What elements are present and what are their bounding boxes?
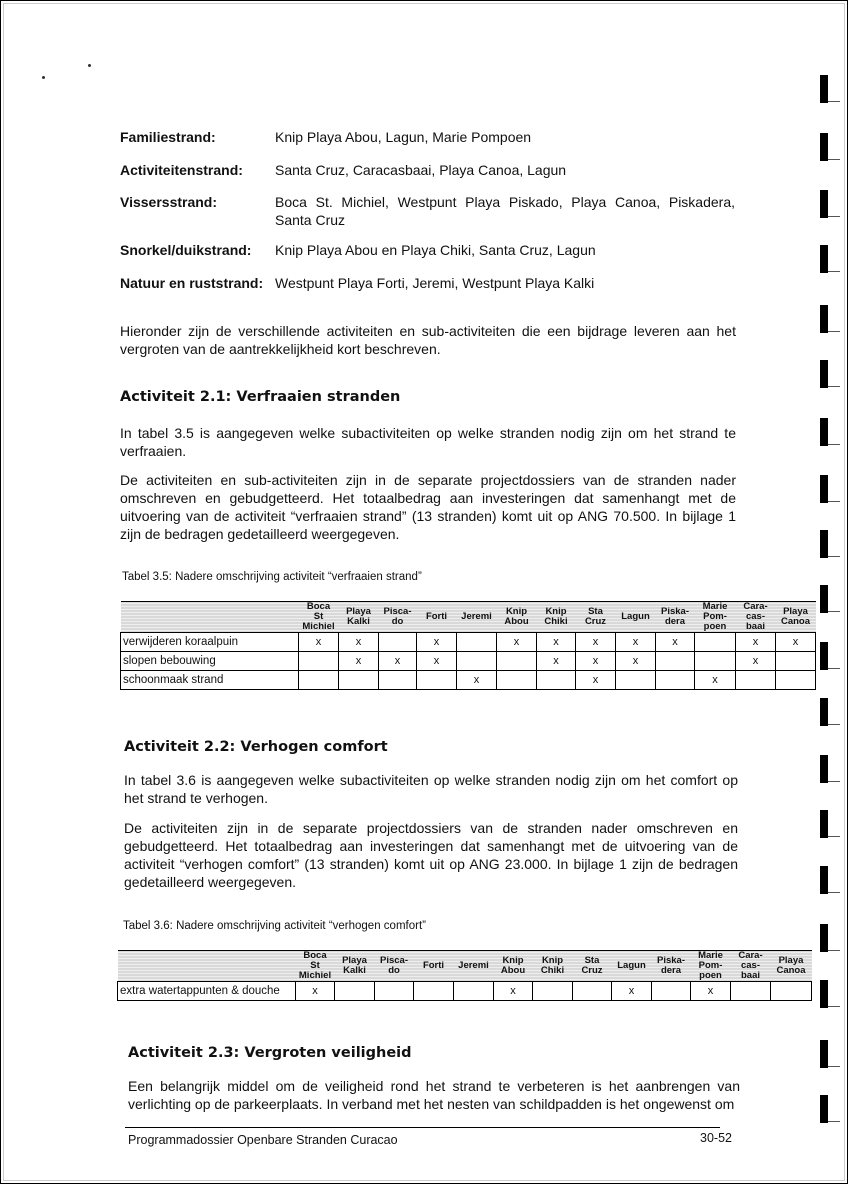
column-header-line: Michiel — [302, 621, 335, 632]
section-heading: Activiteit 2.3: Vergroten veiligheid — [128, 1045, 412, 1061]
binding-tick — [828, 159, 840, 160]
binding-tick — [828, 781, 840, 782]
section-heading: Activiteit 2.1: Verfraaien stranden — [120, 389, 401, 405]
table-cell: x — [691, 982, 731, 1001]
column-header — [656, 602, 695, 633]
table-cell: x — [537, 652, 576, 671]
column-header-line: do — [388, 965, 400, 976]
column-header-line: Boca — [306, 601, 331, 612]
column-header-line: Jeremi — [458, 960, 489, 971]
binding-tick — [828, 950, 840, 951]
binding-tick — [828, 1006, 840, 1007]
column-header — [454, 951, 494, 982]
table-cell: x — [379, 652, 417, 671]
page-number: 30-52 — [700, 1131, 732, 1145]
table-cell — [776, 671, 816, 690]
binding-tick — [828, 386, 840, 387]
table-cell — [299, 652, 339, 671]
table-cell — [731, 982, 771, 1001]
table-cell: x — [695, 671, 736, 690]
column-header-line: Playa — [778, 955, 804, 966]
column-header-line: Lagun — [617, 960, 646, 971]
binding-hole — [820, 866, 828, 894]
column-header — [537, 602, 576, 633]
column-header-line: Knip — [505, 606, 528, 617]
table-row — [121, 652, 816, 671]
beach-type-value: Boca St. Michiel, Westpunt Playa Piskado, Playa Canoa, Piskadera, Santa Cruz — [275, 194, 735, 228]
table-cell: x — [736, 633, 776, 652]
row-label: schoonmaak strand — [121, 671, 299, 690]
column-header-line: Abou — [504, 616, 529, 627]
table-cell — [776, 652, 816, 671]
column-header-line: dera — [660, 965, 682, 976]
column-header-line: Abou — [500, 965, 526, 976]
binding-hole — [820, 980, 828, 1008]
beach-type-value: Santa Cruz, Caracasbaai, Playa Canoa, Lagun — [275, 162, 567, 178]
binding-tick — [828, 611, 840, 612]
table-caption: Tabel 3.5: Nadere omschrijving activiteit “verfraaien strand” — [122, 571, 422, 583]
table-cell: x — [736, 652, 776, 671]
table-header-row — [118, 951, 812, 982]
column-header — [736, 602, 776, 633]
table-cell: x — [576, 652, 616, 671]
column-header — [533, 951, 573, 982]
column-header-line: Knip — [545, 606, 567, 617]
paragraph: De activiteiten zijn in de separate projectdossiers van de stranden nader omschreven en gebudgetteerd. Het totaalbedrag aan investeringen dat samenhangt met de uitvoering van de activiteit “verhogen comfort” (13 stranden) komt uit op ANG 23.000. In bijlage 1 zijn de bedragen gedetailleerd weergegeven. — [124, 820, 738, 890]
beach-type-label: Vissersstrand: — [120, 194, 218, 210]
column-header-line: Knip — [541, 955, 564, 966]
table-cell: x — [339, 633, 379, 652]
table-row — [118, 982, 812, 1001]
table-cell — [573, 982, 612, 1001]
column-header — [417, 602, 457, 633]
column-header-line: Pisca- — [380, 955, 408, 966]
binding-hole — [820, 1040, 828, 1068]
column-header — [379, 602, 417, 633]
column-header — [771, 951, 812, 982]
table-cell — [736, 671, 776, 690]
table-cell: x — [656, 633, 695, 652]
row-label: verwijderen koraalpuin — [121, 633, 299, 652]
row-label: slopen bebouwing — [121, 652, 299, 671]
column-header-line: Jeremi — [461, 611, 492, 622]
column-header-line: Playa — [783, 606, 808, 617]
column-header — [375, 951, 414, 982]
column-header-line: Pisca- — [383, 606, 412, 617]
column-header — [691, 951, 731, 982]
column-header-line: baai — [745, 621, 765, 632]
table-cell — [656, 671, 695, 690]
binding-hole — [820, 924, 828, 952]
table-cell: x — [494, 982, 533, 1001]
column-header — [573, 951, 612, 982]
table-cell — [616, 671, 656, 690]
column-header-line: Sta — [584, 955, 600, 966]
column-header — [335, 951, 375, 982]
column-header — [296, 951, 335, 982]
table-cell — [656, 652, 695, 671]
intro-paragraph: Hieronder zijn de verschillende activiteiten en sub-activiteiten die een bijdrage leveren aan het vergroten van de aantrekkelijkheid kort beschreven. — [120, 323, 736, 357]
binding-tick — [828, 892, 840, 893]
table-cell — [537, 671, 576, 690]
column-header — [776, 602, 816, 633]
column-header-line: St — [310, 960, 320, 971]
column-header-line: Kalki — [347, 616, 370, 627]
table-header-row — [121, 602, 816, 633]
header-blank-cell — [121, 602, 299, 633]
table-3-5 — [120, 601, 816, 690]
binding-tick — [828, 216, 840, 217]
binding-hole — [820, 810, 828, 838]
table-cell — [299, 671, 339, 690]
column-header-line: Michiel — [298, 970, 332, 981]
binding-hole — [820, 755, 828, 783]
table-cell — [695, 652, 736, 671]
table-3-6 — [117, 950, 812, 1001]
column-header-line: poen — [703, 621, 727, 632]
column-header-line: Canoa — [776, 965, 806, 976]
table-cell: x — [576, 633, 616, 652]
scan-speck — [88, 64, 91, 67]
table-cell — [457, 633, 497, 652]
footer-title: Programmadossier Openbare Stranden Curacao — [128, 1133, 398, 1147]
table-cell — [339, 671, 379, 690]
column-header-line: Playa — [346, 606, 371, 617]
table-caption: Tabel 3.6: Nadere omschrijving activiteit “verhogen comfort” — [123, 920, 426, 932]
beach-type-value: Knip Playa Abou, Lagun, Marie Pompoen — [275, 129, 532, 145]
column-header-line: Playa — [342, 955, 367, 966]
table-cell — [695, 633, 736, 652]
beach-type-value: Westpunt Playa Forti, Jeremi, Westpunt Playa Kalki — [275, 275, 595, 291]
table-cell: x — [417, 652, 457, 671]
table-cell — [457, 652, 497, 671]
paragraph: In tabel 3.5 is aangegeven welke subactiviteiten op welke stranden nodig zijn om het strand te verfraaien. — [120, 425, 736, 459]
table-cell: x — [497, 633, 537, 652]
binding-tick — [828, 444, 840, 445]
table-cell — [414, 982, 454, 1001]
binding-hole — [820, 642, 828, 670]
binding-hole — [820, 75, 828, 103]
column-header-line: Forti — [422, 960, 445, 971]
binding-hole — [820, 360, 828, 388]
column-header — [457, 602, 497, 633]
binding-tick — [828, 501, 840, 502]
header-blank-cell — [118, 951, 296, 982]
binding-hole — [820, 698, 828, 726]
column-header-line: baai — [740, 970, 760, 981]
column-header — [494, 951, 533, 982]
paragraph: Een belangrijk middel om de veiligheid rond het strand te verbeteren is het aanbrengen van verlichting op de parkeerplaats. In verband met het nesten van schildpadden is het ongewenst om — [128, 1078, 740, 1112]
column-header-line: Pom- — [703, 611, 727, 622]
table-cell: x — [299, 633, 339, 652]
binding-hole — [820, 190, 828, 218]
table-cell — [375, 982, 414, 1001]
beach-type-label: Activiteitenstrand: — [120, 162, 243, 178]
table-cell — [771, 982, 812, 1001]
column-header-line: do — [391, 616, 404, 627]
table-cell: x — [616, 633, 656, 652]
column-header-line: Pom- — [698, 960, 723, 971]
table-row — [121, 671, 816, 690]
binding-tick — [828, 1121, 840, 1122]
binding-tick — [828, 556, 840, 557]
column-header-line: cas- — [740, 960, 760, 971]
paragraph: De activiteiten en sub-activiteiten zijn in de separate projectdossiers van de stranden nader omschreven en gebudgetteerd. Het totaalbedrag aan investeringen dat samenhangt met de uitvoering van de activiteit “verfraaien strand” (13 stranden) komt uit op ANG 70.500. In bijlage 1 zijn de bedragen gedetailleerd weergegeven. — [120, 472, 736, 542]
column-header-line: Cruz — [581, 965, 603, 976]
scan-speck — [42, 76, 45, 79]
column-header-line: Knip — [502, 955, 524, 966]
column-header — [414, 951, 454, 982]
beach-type-label: Familiestrand: — [120, 129, 216, 145]
binding-tick — [828, 724, 840, 725]
table-cell — [497, 671, 537, 690]
binding-hole — [820, 418, 828, 446]
binding-tick — [828, 1066, 840, 1067]
column-header — [299, 602, 339, 633]
table-cell: x — [457, 671, 497, 690]
binding-hole — [820, 585, 828, 613]
table-cell — [379, 633, 417, 652]
column-header — [497, 602, 537, 633]
binding-hole — [820, 475, 828, 503]
column-header — [652, 951, 691, 982]
column-header-line: Piska- — [657, 955, 685, 966]
column-header-line: dera — [664, 616, 686, 627]
section-heading: Activiteit 2.2: Verhogen comfort — [124, 739, 388, 755]
table-cell: x — [339, 652, 379, 671]
table-cell: x — [296, 982, 335, 1001]
table-cell — [417, 671, 457, 690]
table-cell — [454, 982, 494, 1001]
table-cell — [335, 982, 375, 1001]
beach-type-label: Natuur en ruststrand: — [120, 275, 264, 291]
column-header-line: Cara- — [743, 601, 768, 612]
column-header-line: Boca — [303, 950, 327, 961]
column-header — [616, 602, 656, 633]
table-cell: x — [417, 633, 457, 652]
column-header-line: Forti — [425, 611, 448, 622]
table-cell: x — [612, 982, 652, 1001]
paragraph: In tabel 3.6 is aangegeven welke subactiviteiten op welke stranden nodig zijn om het comfort op het strand te verhogen. — [124, 772, 738, 806]
binding-hole — [820, 133, 828, 161]
column-header-line: poen — [699, 970, 722, 981]
binding-hole — [820, 245, 828, 273]
column-header — [612, 951, 652, 982]
column-header — [576, 602, 616, 633]
table-cell — [497, 652, 537, 671]
column-header — [695, 602, 736, 633]
binding-tick — [828, 668, 840, 669]
table-cell: x — [537, 633, 576, 652]
column-header-line: Kalki — [343, 965, 366, 976]
column-header-line: Marie — [698, 950, 723, 961]
binding-hole — [820, 1095, 828, 1123]
table-cell — [533, 982, 573, 1001]
beach-type-value: Knip Playa Abou en Playa Chiki, Santa Cruz, Lagun — [275, 242, 596, 258]
table-cell: x — [616, 652, 656, 671]
column-header-line: Chiki — [544, 616, 568, 627]
binding-hole — [820, 530, 828, 558]
column-header-line: St — [313, 611, 324, 622]
binding-tick — [828, 101, 840, 102]
column-header-line: Chiki — [540, 965, 565, 976]
column-header — [339, 602, 379, 633]
binding-tick — [828, 331, 840, 332]
column-header-line: Cara- — [738, 950, 763, 961]
column-header-line: Piska- — [661, 606, 689, 617]
column-header-line: Lagun — [621, 611, 650, 622]
footer-rule — [125, 1127, 720, 1128]
column-header-line: Marie — [702, 601, 728, 612]
table-cell — [379, 671, 417, 690]
binding-hole — [820, 305, 828, 333]
table-cell: x — [576, 671, 616, 690]
column-header-line: cas- — [745, 611, 765, 622]
table-cell: x — [776, 633, 816, 652]
column-header-line: Sta — [588, 606, 603, 617]
binding-tick — [828, 271, 840, 272]
column-header-line: Cruz — [584, 616, 607, 627]
column-header — [731, 951, 771, 982]
row-label: extra watertappunten & douche — [118, 982, 296, 1001]
table-row — [121, 633, 816, 652]
table-cell — [652, 982, 691, 1001]
binding-tick — [828, 836, 840, 837]
beach-type-label: Snorkel/duikstrand: — [120, 242, 252, 258]
column-header-line: Canoa — [780, 616, 811, 627]
